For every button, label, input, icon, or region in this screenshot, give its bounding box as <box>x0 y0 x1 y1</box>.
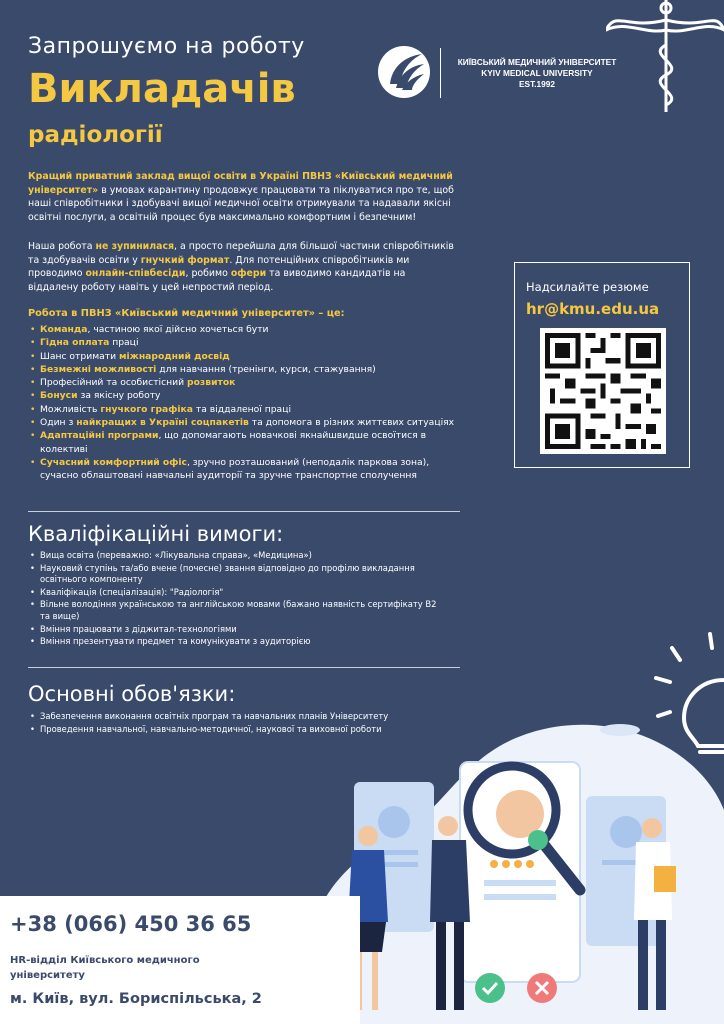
intro-text: , робимо <box>185 268 231 280</box>
university-name-ua: КИЇВСЬКИЙ МЕДИЧНИЙ УНІВЕРСИТЕТ <box>457 57 617 67</box>
caduceus-icon <box>606 0 724 112</box>
university-established: EST.1992 <box>519 79 555 89</box>
list-item: • Забезпечення виконання освітніх програм та навчальних планів Університету <box>28 711 448 723</box>
intro-highlight: не зупинилася <box>95 241 175 252</box>
list-item: • Гідна оплата праці <box>28 336 468 349</box>
subtitle: Запрошуємо на роботу <box>28 34 305 59</box>
intro-highlight: офери <box>230 268 267 280</box>
duties-title: Основні обов'язки: <box>28 682 236 706</box>
university-name <box>446 57 628 90</box>
list-item: • Професійний та особистісний розвиток <box>28 376 468 389</box>
university-logo-icon <box>376 44 432 100</box>
benefits-heading: Робота в ПВНЗ «Київський медичний університет» – це: <box>28 308 345 319</box>
page-title-specialty: радіології <box>28 122 163 148</box>
list-item: • Вища освіта (переважно: «Лікувальна справа», «Медицина») <box>28 550 448 562</box>
requirements-list <box>28 550 448 649</box>
list-item: • Вільне володіння українською та англійською мовами (бажано наявність сертифікату В2 та вище) <box>28 599 448 622</box>
list-item: • Вміння презентувати предмет та комунікувати з аудиторією <box>28 636 448 648</box>
list-item: • Сучасний комфортний офіс, зручно розташований (неподалік паркова зона), сучасно облаштовані навчальні аудиторії та зручне транспортне сполучення <box>28 456 468 483</box>
intro-text: , а просто перейшла для більшої частини співробітників та здобувачів освіти у <box>28 241 454 266</box>
list-item: • Один з найкращих в Україні соцпакетів та допомога в різних життєвих ситуаціях <box>28 416 468 429</box>
intro-paragraph-1 <box>28 170 458 224</box>
list-item: • Шанс отримати міжнародний досвід <box>28 350 468 363</box>
intro-text: . Для потенційних співробітників ми проводимо <box>28 254 410 280</box>
list-item: • Проведення навчальної, навчально-методичної, наукової та виховної роботи <box>28 724 448 736</box>
list-item: • Безмежні можливості для навчання (тренінги, курси, стажування) <box>28 363 468 376</box>
cv-email-link[interactable]: hr@kmu.edu.ua <box>526 300 660 318</box>
requirements-title: Кваліфікаційні вимоги: <box>28 522 284 546</box>
list-item: • Адаптаційні програми, що допомагають новачкові якнайшвидше освоїтися в колективі <box>28 429 468 456</box>
list-item: • Можливість гнучкого графіка та віддаленої праці <box>28 403 468 416</box>
list-item: • Кваліфікація (спеціалізація): "Радіологія" <box>28 587 448 599</box>
divider <box>28 667 460 668</box>
intro-highlight: онлайн-співбесіди <box>85 268 186 280</box>
intro-highlight: Кращий приватний заклад вищої освіти в Україні ПВНЗ «Київський медичний університет» <box>28 171 453 196</box>
logo-divider <box>440 48 441 98</box>
intro-text: в умовах карантину продовжує працювати та піклуватися про те, щоб наші співробітники і здобувачі вищої медичної освіти отримували та надавали якісні освітні послуги, а освітній процес був максимально комфортним і безпечним! <box>28 184 454 223</box>
cv-label: Надсилайте резюме <box>526 280 649 294</box>
list-item: • Науковий ступінь та/або вчене (почесне) звання відповідно до профілю викладання освітнього компоненту <box>28 563 448 586</box>
list-item: • Команда, частиною якої дійсно хочеться бути <box>28 323 468 336</box>
list-item: • Бонуси за якісну роботу <box>28 389 468 402</box>
divider <box>28 511 460 512</box>
hr-department: HR-відділ Київського медичного університету <box>10 955 200 981</box>
intro-highlight: гнучкий формат <box>140 254 230 266</box>
page-title: Викладачів <box>28 66 296 112</box>
intro-text: та виводимо кандидатів на віддалену роботу навіть у цей непростий період. <box>28 268 406 293</box>
qr-code-icon[interactable] <box>540 328 666 454</box>
address: м. Київ, вул. Бориспільська, 2 <box>10 991 262 1007</box>
intro-text: Наша робота <box>28 241 96 252</box>
list-item: • Вміння працювати з діджитал-технологіями <box>28 624 448 636</box>
intro-paragraph-2 <box>28 240 458 294</box>
benefits-list <box>28 323 468 483</box>
university-name-en: KYIV MEDICAL UNIVERSITY <box>481 68 593 78</box>
phone-number[interactable]: +38 (066) 450 36 65 <box>10 912 252 936</box>
